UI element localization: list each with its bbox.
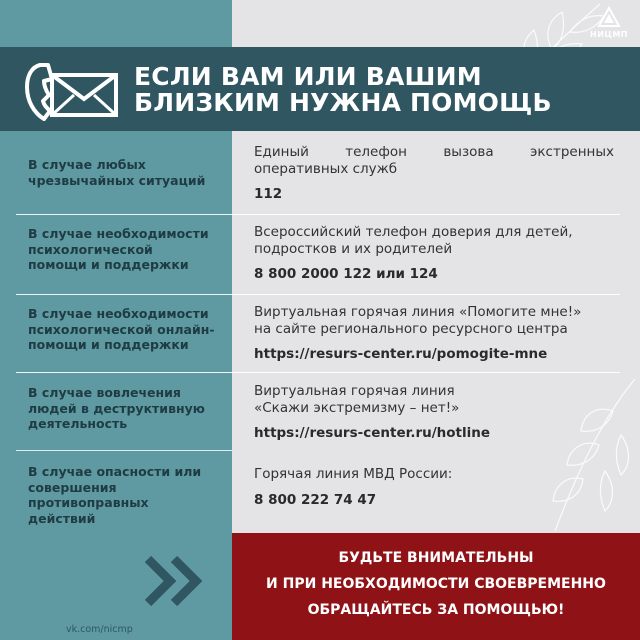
page-title: [134, 64, 552, 116]
info-block: [254, 144, 614, 202]
info-description: подростков и их родителей: [254, 241, 453, 257]
double-chevron-right-icon: [142, 553, 208, 609]
alert-line-1: БУДЬТЕ ВНИМАТЕЛЬНЫ: [338, 550, 534, 566]
header-banner: [0, 47, 640, 131]
case-label: В случае необходимости психологической онлайн- помощи и поддержки: [28, 306, 215, 352]
phone-number: 8 800 222 74 47: [254, 492, 377, 508]
alert-line-2: И ПРИ НЕОБХОДИМОСТИ СВОЕВРЕМЕННО: [266, 576, 606, 592]
case-label: В случае вовлечения людей в деструктивную деятельность: [28, 385, 205, 431]
title-line-1: ЕСЛИ ВАМ ИЛИ ВАШИМ: [134, 62, 482, 91]
info-description: Единый телефон вызова экстренных: [254, 144, 614, 160]
info-block: [254, 224, 614, 282]
logo-text: НИЦМП: [590, 30, 628, 39]
link-url[interactable]: https://resurs-center.ru/hotline: [254, 425, 491, 441]
info-description: Горячая линия МВД России:: [254, 466, 453, 482]
row-divider: [16, 294, 620, 295]
info-description: Виртуальная горячая линия: [254, 383, 455, 399]
phone-number: 112: [254, 186, 283, 202]
info-description: Всероссийский телефон доверия для детей,: [254, 224, 573, 240]
alert-box: [232, 533, 640, 640]
phone-number: 8 800 2000 122 или 124: [254, 266, 438, 282]
alert-line-3: ОБРАЩАЙТЕСЬ ЗА ПОМОЩЬЮ!: [307, 602, 565, 618]
title-line-2: БЛИЗКИМ НУЖНА ПОМОЩЬ: [134, 88, 552, 117]
social-link[interactable]: vk.com/nicmp: [66, 624, 133, 635]
info-block: [254, 466, 614, 508]
info-description: «Скажи экстремизму – нет!»: [254, 400, 460, 416]
info-block: [254, 383, 614, 441]
row-divider: [16, 450, 232, 451]
info-block: [254, 304, 614, 362]
info-description: оперативных служб: [254, 161, 398, 177]
row-divider: [16, 372, 620, 373]
link-url[interactable]: https://resurs-center.ru/pomogite-mne: [254, 346, 548, 362]
case-label: В случае опасности или совершения противоправных действий: [28, 464, 202, 526]
info-description: Виртуальная горячая линия «Помогите мне!»: [254, 304, 582, 320]
case-label: В случае любых чрезвычайных ситуаций: [28, 157, 206, 188]
phone-envelope-icon: [22, 61, 122, 121]
mountain-logo-icon: [597, 6, 621, 28]
organization-logo: [586, 6, 632, 39]
case-label: В случае необходимости психологической помощи и поддержки: [28, 226, 209, 272]
row-divider: [16, 214, 620, 215]
info-description: на сайте регионального ресурсного центра: [254, 321, 568, 337]
